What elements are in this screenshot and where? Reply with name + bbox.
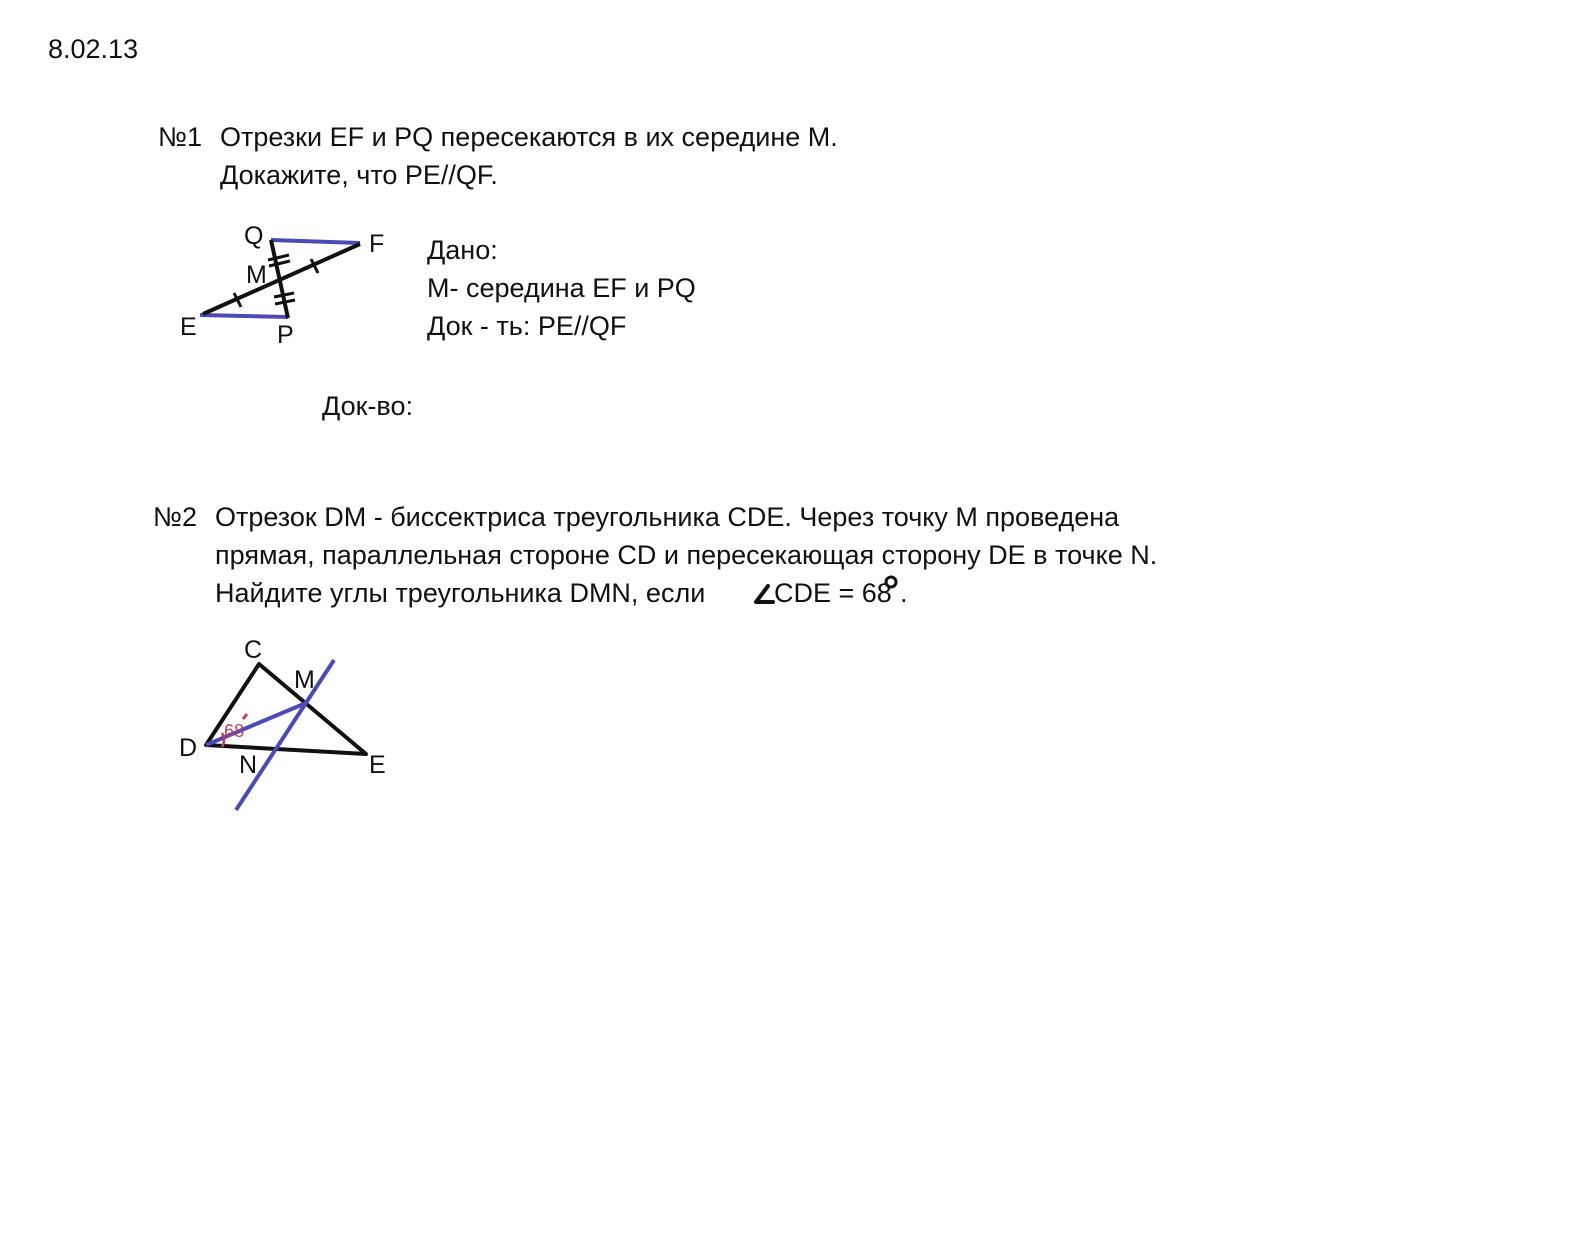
- statement-period: .: [900, 578, 908, 608]
- date: 8.02.13: [48, 34, 139, 64]
- given-condition: M- середина EF и PQ: [427, 273, 696, 303]
- label-q: Q: [244, 222, 264, 250]
- to-prove: Док - ть: PE//QF: [427, 311, 627, 341]
- label-e2: E: [369, 751, 386, 779]
- angle-label-68: 68: [224, 721, 245, 741]
- label-e: E: [180, 313, 197, 341]
- problem-1-statement-line-1: Отрезки EF и PQ пересекаются в их середине M.: [220, 122, 838, 152]
- problem-1-statement-line-2: Докажите, что PE//QF.: [220, 160, 498, 190]
- label-d: D: [179, 734, 198, 762]
- problem-2-statement-line-1: Отрезок DM - биссектриса треугольника CDE. Через точку M проведена: [215, 502, 1120, 532]
- degree-icon: [883, 574, 899, 590]
- proof-label: Док-во:: [322, 391, 413, 421]
- angle-icon: [752, 584, 776, 606]
- problem-2-statement-line-3: Найдите углы треугольника DMN, если: [215, 578, 706, 608]
- figure-2-diagram: [0, 0, 420, 840]
- label-f: F: [369, 230, 385, 258]
- label-n: N: [239, 751, 258, 779]
- problem-1-number: №1: [158, 122, 202, 152]
- line-through-m: [236, 660, 334, 810]
- angle-mark-red: [243, 714, 247, 719]
- problem-2-statement-line-2: прямая, параллельная стороне CD и пересекающая сторону DE в точке N.: [215, 540, 1158, 570]
- problem-2-number: №2: [153, 502, 197, 532]
- label-m: M: [246, 261, 267, 289]
- angle-value: CDE = 68: [774, 578, 892, 608]
- label-m2: M: [294, 666, 315, 694]
- given-title: Дано:: [427, 235, 498, 265]
- label-p: P: [277, 321, 294, 349]
- label-c: C: [244, 636, 263, 664]
